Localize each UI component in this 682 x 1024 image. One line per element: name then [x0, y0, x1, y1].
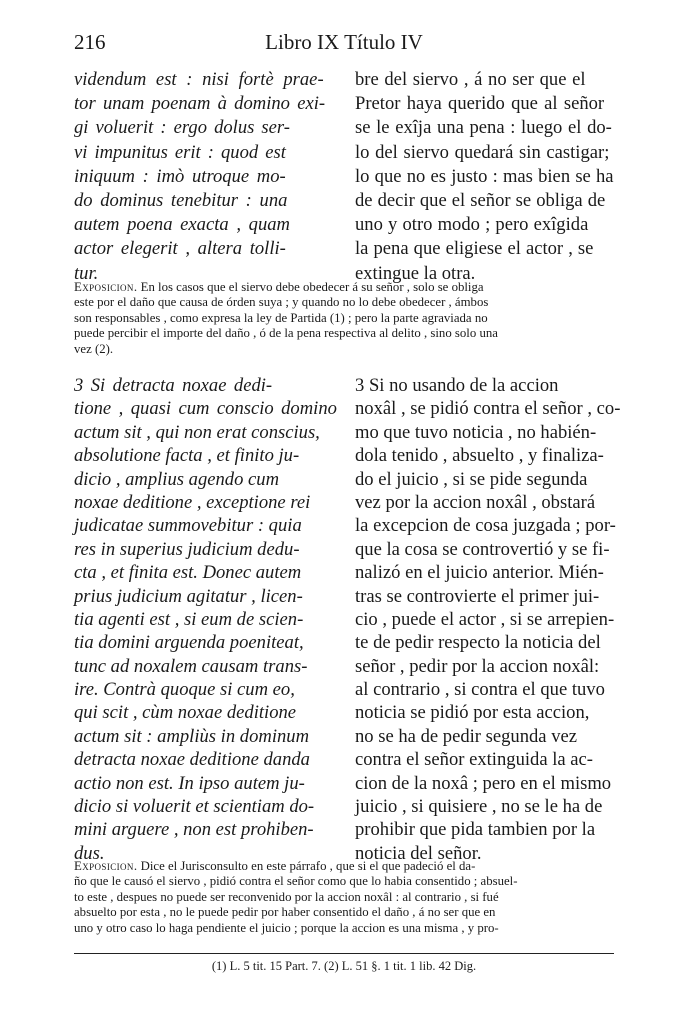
- latin-column-paragraph-2: [74, 68, 325, 286]
- text-line: cion de la noxâ ; pero en el mismo: [355, 772, 612, 794]
- text-line: dicio si voluerit et scientiam do-: [74, 796, 315, 818]
- text-line: dus.: [74, 842, 105, 864]
- text-line: noticia del señor.: [355, 842, 482, 864]
- text-line: prohibir que pida tambien por la: [355, 819, 596, 841]
- text-line: [74, 280, 498, 295]
- text-line: prius judicium agitatur , licen-: [74, 585, 303, 607]
- text-line: vez por la accion noxâl , obstará: [355, 491, 596, 513]
- text-line: tur.: [74, 262, 99, 284]
- text-line: la pena que eligiese el actor , se: [355, 238, 594, 260]
- page-header: [74, 30, 614, 58]
- text-line: noxae deditione , exceptione rei: [74, 491, 311, 513]
- text-line: noxâl , se pidió contra el señor , co-: [355, 398, 621, 420]
- text-line: mini arguere , non est prohiben-: [74, 819, 314, 841]
- text-line: lo que no es justo : mas bien se ha: [355, 165, 614, 187]
- text-line: to este , despues no puede ser reconvenido por la accion noxâl : al contrario , si fué: [74, 889, 499, 904]
- text-line: este por el daño que causa de órden suya ; y quando no lo debe obedecer , ámbos: [74, 295, 489, 310]
- text-line: ire. Contrà quoque si cum eo,: [74, 679, 295, 701]
- text-line: absolutione facta , et finito ju-: [74, 445, 300, 467]
- text-line: cta , et finita est. Donec autem: [74, 562, 302, 584]
- text-line: tia agenti est , si eum de scien-: [74, 608, 304, 630]
- text-line: señor , pedir por la accion noxâl:: [355, 655, 600, 677]
- exposicion-commentary-2: [74, 859, 518, 936]
- text-line: gi voluerit : ergo dolus ser-: [74, 117, 290, 139]
- text-line: juicio , si quisiere , no se le ha de: [355, 796, 603, 818]
- text-line: actum sit : ampliùs in dominum: [74, 725, 310, 747]
- text-line: contra el señor extinguida la ac-: [355, 749, 593, 771]
- text-line: mo que tuvo noticia , no habién-: [355, 421, 597, 443]
- text-line: Pretor haya querido que al señor: [355, 93, 605, 115]
- text-line: al contrario , si contra el que tuvo: [355, 679, 605, 701]
- text-line: la excepcion de cosa juzgada ; por-: [355, 515, 616, 537]
- text-line: tras se controvierte el primer jui-: [355, 585, 600, 607]
- spanish-column-paragraph-3: [355, 374, 620, 865]
- text-line: 3 Si detracta noxae dedi-: [74, 375, 273, 396]
- text-line: lo del siervo quedará sin castigar;: [355, 141, 610, 163]
- footnote-references: (1) L. 5 tit. 15 Part. 7. (2) L. 51 §. 1 tit. 1 lib. 42 Dig.: [211, 959, 477, 973]
- text-line: do dominus tenebitur : una: [74, 189, 288, 211]
- text-line: puede percibir el importe del daño , ó de la pena respectiva al delito , sino solo una: [74, 326, 498, 341]
- running-title: Libro IX Título IV: [265, 30, 423, 54]
- text-line: ño que le causó el siervo , pidió contra el señor como que lo habia consentido ; absuel-: [74, 874, 518, 889]
- latin-column-paragraph-3: [74, 374, 337, 865]
- text-line: dicio , amplius agendo cum: [74, 468, 280, 490]
- text-line: 3 Si no usando de la accion: [355, 375, 559, 396]
- footnote-divider: [74, 953, 614, 954]
- text-line: do el juicio , si se pide segunda: [355, 468, 588, 490]
- text-line: tunc ad noxalem causam trans-: [74, 655, 308, 677]
- text-line: bre del siervo , á no ser que el: [355, 69, 586, 90]
- text-line: tia domini arguenda poeniteat,: [74, 632, 304, 654]
- text-line: iniquum : imò utroque mo-: [74, 165, 286, 187]
- text-line: uno y otro caso lo haga pendiente el juicio ; porque la accion es una misma , y pro-: [74, 920, 499, 935]
- text-line: autem poena exacta , quam: [74, 214, 290, 236]
- text-span: En los casos que el siervo debe obedecer á su señor , solo se obliga: [137, 280, 484, 294]
- exposicion-label: Exposicion.: [74, 859, 138, 873]
- text-line: actum sit , qui non erat conscius,: [74, 421, 320, 443]
- text-line: videndum est : nisi fortè prae-: [74, 69, 324, 90]
- text-line: actio non est. In ipso autem ju-: [74, 772, 305, 794]
- text-line: uno y otro modo ; pero exîgida: [355, 214, 589, 236]
- exposicion-label: Exposicion.: [74, 280, 138, 294]
- text-line: tor unam poenam à domino exi-: [74, 93, 326, 115]
- text-line: te de pedir respecto la noticia del: [355, 632, 601, 654]
- text-line: cio , puede el actor , si se arrepien-: [355, 608, 615, 630]
- text-line: actor elegerit , altera tolli-: [74, 238, 286, 260]
- text-line: no se ha de pedir segunda vez: [355, 725, 578, 747]
- exposicion-commentary-1: [74, 280, 498, 357]
- text-span: Dice el Jurisconsulto en este párrafo , que si el que padeció el da-: [137, 859, 476, 873]
- page-number: 216: [74, 30, 106, 54]
- text-line: son responsables , como expresa la ley de Partida (1) ; pero la parte agraviada no: [74, 310, 488, 325]
- text-line: res in superius judicium dedu-: [74, 538, 300, 560]
- text-line: nalizó en el juicio anterior. Mién-: [355, 562, 604, 584]
- text-line: noticia se pidió por esta accion,: [355, 702, 590, 724]
- text-line: se le exîja una pena : luego el do-: [355, 117, 612, 139]
- text-line: vez (2).: [74, 341, 114, 356]
- text-line: que la cosa se controvertió y se fi-: [355, 538, 610, 560]
- text-line: [74, 859, 518, 874]
- text-line: absuelto por esta , no le puede pedir por haber consentido el daño , á no ser que en: [74, 905, 496, 920]
- text-line: vi impunitus erit : quod est: [74, 141, 286, 163]
- text-line: qui scit , cùm noxae deditione: [74, 702, 297, 724]
- text-line: judicatae summovebitur : quia: [74, 515, 302, 537]
- text-line: dola tenido , absuelto , y finaliza-: [355, 445, 604, 467]
- spanish-column-paragraph-2: [355, 68, 614, 286]
- text-line: detracta noxae deditione danda: [74, 749, 310, 771]
- text-line: tione , quasi cum conscio domino: [74, 398, 337, 420]
- text-line: de decir que el señor se obliga de: [355, 189, 606, 211]
- text-line: extingue la otra.: [355, 262, 476, 284]
